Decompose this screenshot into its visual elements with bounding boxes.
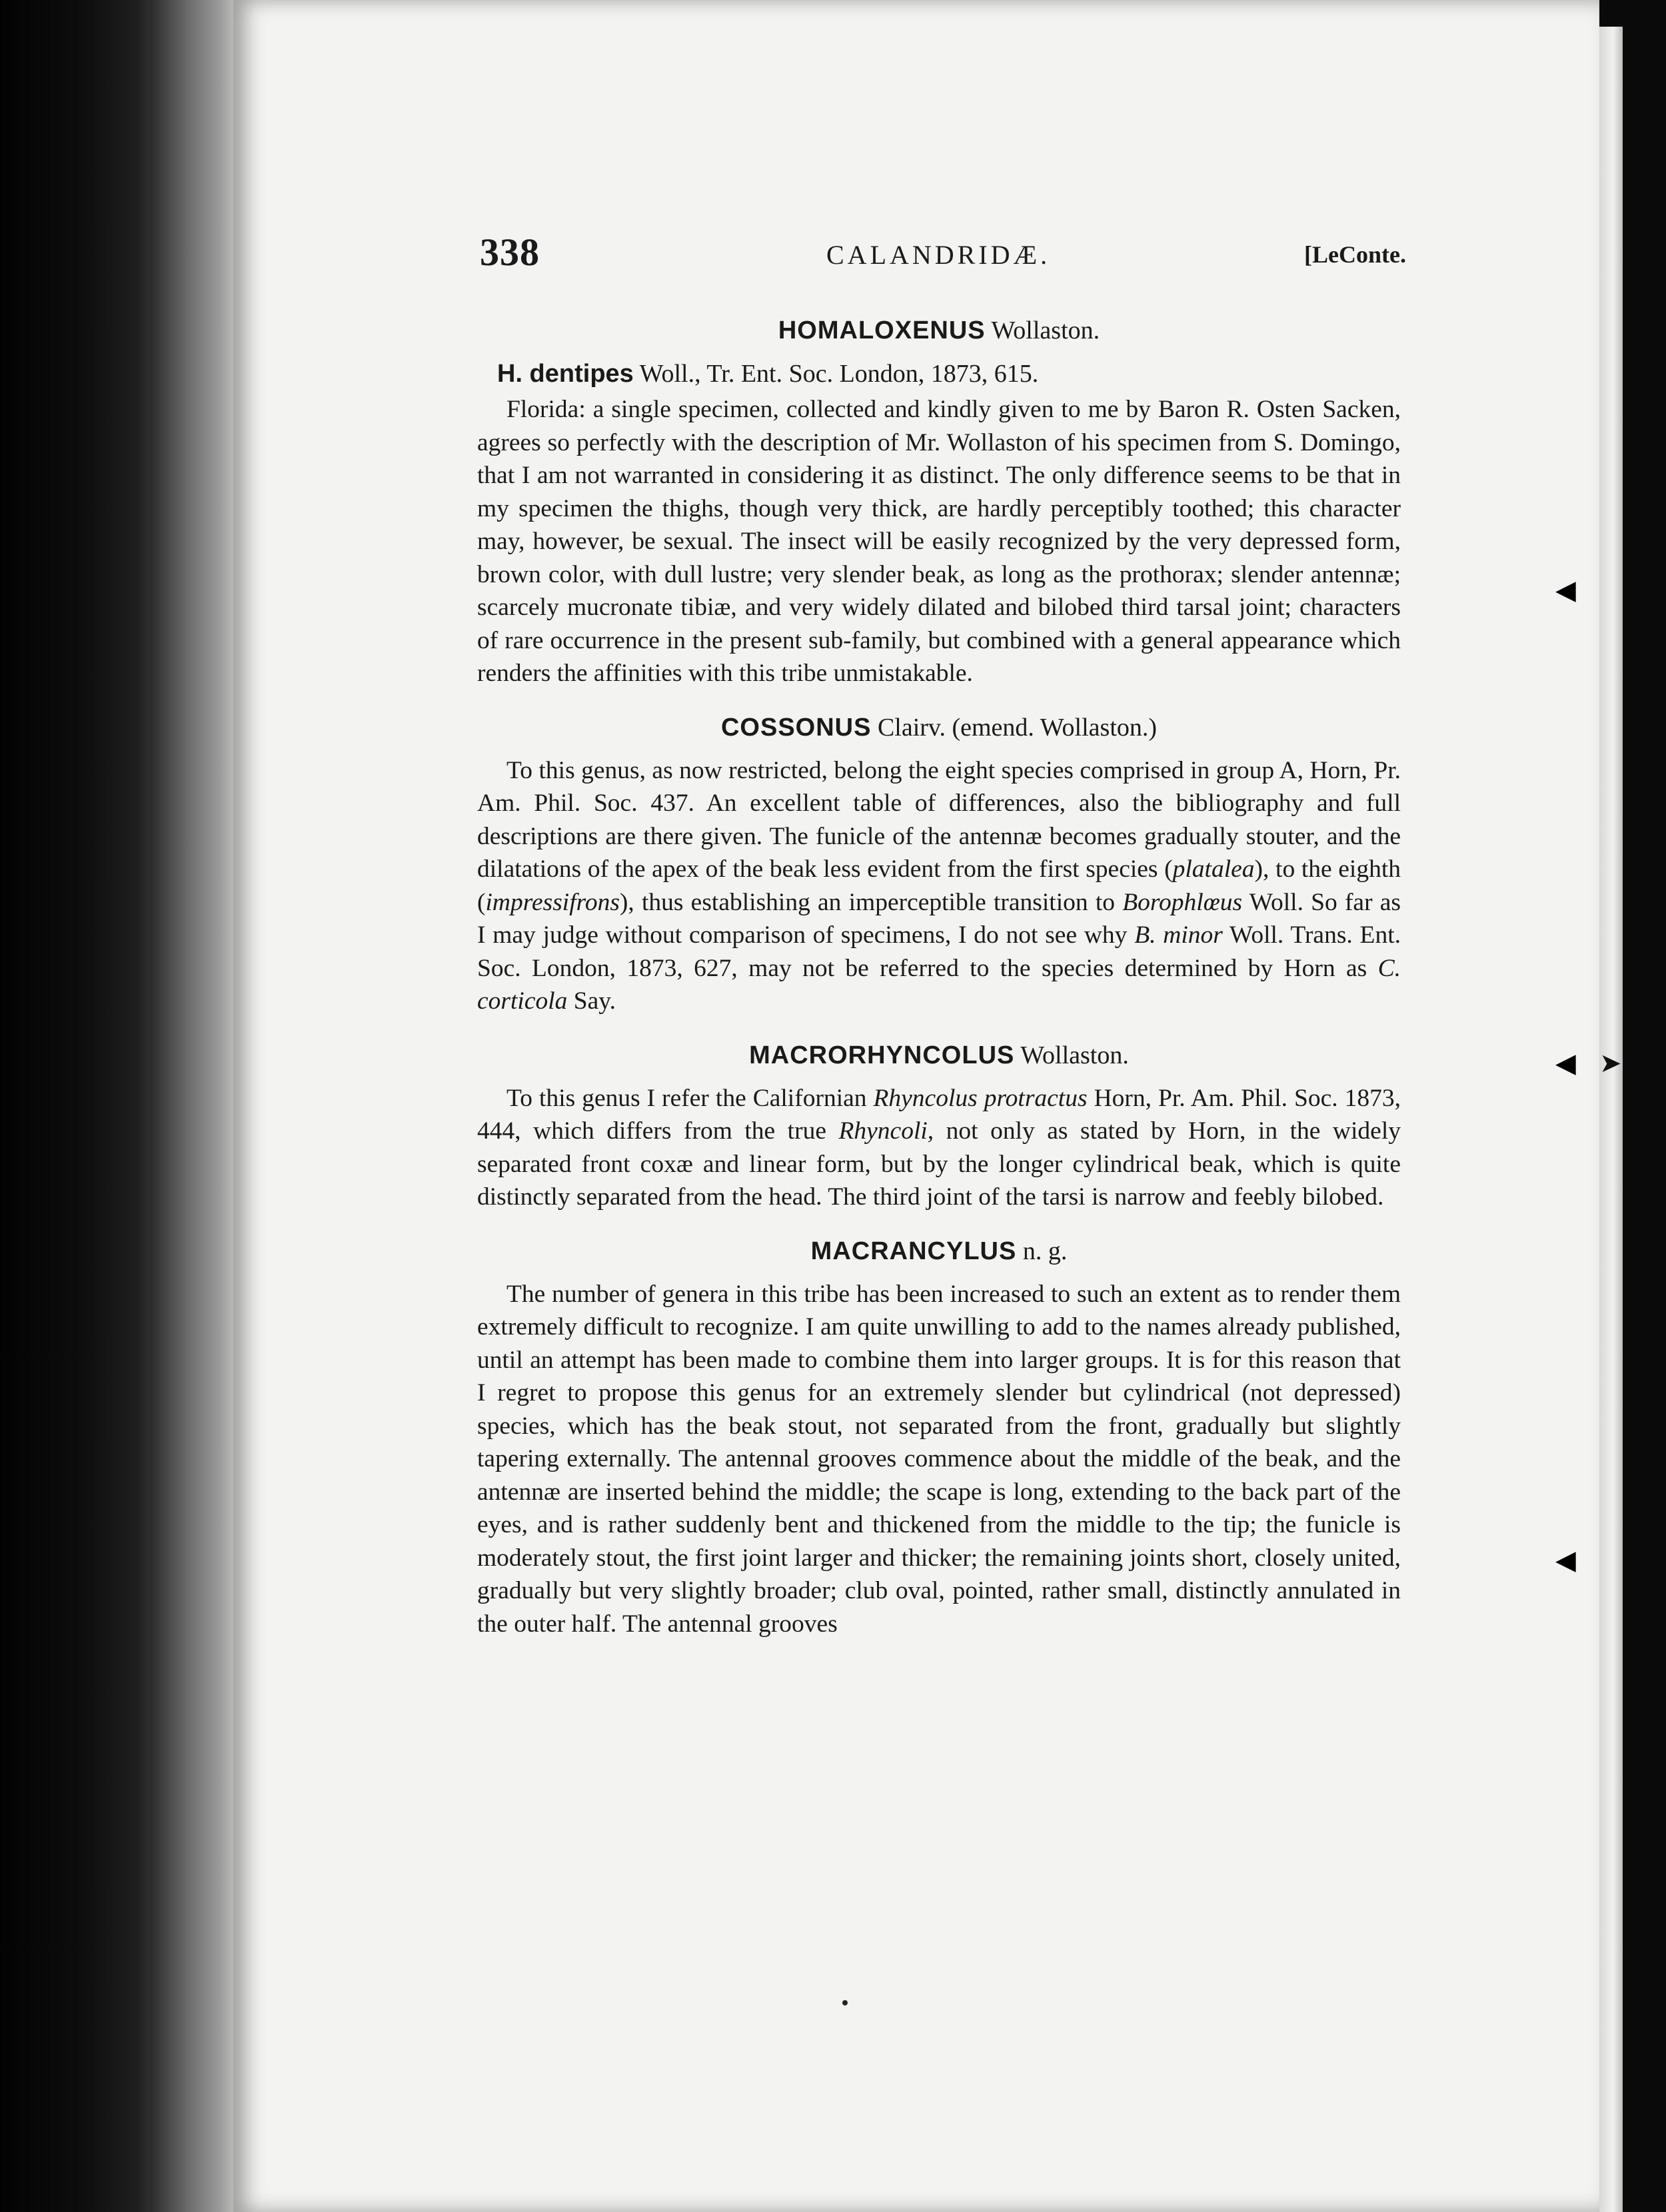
book-spine-shadow: [0, 0, 160, 2212]
text-run: To this genus I refer the Californian: [506, 1084, 874, 1112]
paragraph-macrancylus: The number of genera in this tribe has been increased to such an extent as to render them extremely difficult to recognize. I am quite unwilling to add to the names already published, until an attempt has been made to combine them into larger groups. It is for this reason that I regret to propose this genus for an extremely slender but cylindrical (not depressed) species, which has the beak stout, not separated from the front, gradually but slightly tapering externally. The antennal grooves commence about the middle of the beak, and the antennæ are inserted behind the middle; the scape is long, extending to the back part of the eyes, and is rather suddenly bent and thickened from the middle to the tip; the funicle is moderately stout, the first joint larger and thicker; the remaining joints short, closely united, gradually but very slightly broader; club oval, pointed, rather small, distinctly annulated in the outer half. The antennal grooves: [477, 1280, 1401, 1638]
text-run: Horn, Pr. Am. Phil. Soc. 1873, 444, which differs from the true: [477, 1084, 1401, 1145]
page-stack-edge: [150, 0, 243, 2212]
text-run: Say.: [567, 987, 616, 1015]
facing-page-edge: [1599, 27, 1623, 2212]
species-reference: Woll., Tr. Ent. Soc. London, 1873, 615.: [639, 360, 1039, 388]
text-run: ), to the eighth (: [477, 855, 1401, 916]
clip-mark-icon: ◀: [1555, 1545, 1576, 1575]
genus-heading-macrancylus: [477, 1234, 1401, 1269]
paragraph-macrorhyncolus: [477, 1082, 1401, 1214]
italic-taxon: B. minor: [1134, 921, 1223, 949]
text-run: To this genus, as now restricted, belong the eight species comprised in group A, Horn, Pr. Am. Phil. Soc. 437. An excellent table of differences, also the bibliography and full descriptions are there given. The funicle of the antennæ becomes gradually stouter, and the dilatations of the apex of the beak less evident from the first species (: [477, 756, 1401, 883]
species-entry: [497, 357, 1401, 390]
genus-authority: Wollaston.: [991, 316, 1100, 344]
text-run: Woll. Trans. Ent. Soc. London, 1873, 627, may not be referred to the species determined by Horn as: [477, 921, 1401, 982]
genus-authority: n. g.: [1022, 1237, 1068, 1265]
genus-name: HOMALOXENUS: [778, 316, 986, 344]
italic-taxon: Borophlœus: [1122, 888, 1243, 916]
running-title: CALANDRIDÆ.: [826, 240, 1051, 270]
genus-name: MACRORHYNCOLUS: [749, 1041, 1015, 1069]
species-name: H. dentipes: [497, 360, 634, 388]
genus-heading-cossonus: [477, 710, 1401, 745]
page-body: [477, 313, 1401, 1660]
italic-taxon: impressifrons: [485, 888, 620, 916]
text-run: Woll. So far as I may judge without comparison of specimens, I do not see why: [477, 888, 1401, 949]
italic-taxon: platalea: [1172, 855, 1255, 883]
italic-taxon: Rhyncolus protractus: [873, 1084, 1088, 1112]
genus-authority: Wollaston.: [1020, 1041, 1129, 1069]
text-run: not only as stated by Horn, in the widely separated front coxæ and linear form, but by the longer cylindrical beak, which is quite distinctly separated from the head. The third joint of the tarsi is narrow and feebly bilobed.: [477, 1117, 1401, 1211]
genus-name: MACRANCYLUS: [810, 1237, 1017, 1265]
italic-taxon: C. corticola: [477, 954, 1401, 1015]
page-header: [480, 230, 1406, 283]
genus-name: COSSONUS: [720, 713, 872, 742]
clip-mark-icon: ◀: [1555, 575, 1576, 605]
clip-mark-icon: ➤: [1599, 1048, 1622, 1078]
paragraph-homaloxenus: Florida: a single specimen, collected and kindly given to me by Baron R. Osten Sacken, agrees so perfectly with the description of Mr. Wollaston of his specimen from S. Domingo, that I am not warranted in considering it as distinct. The only difference seems to be that in my specimen the thighs, though very thick, are hardly perceptibly toothed; this character may, however, be sexual. The insect will be easily recognized by the very depressed form, brown color, with dull lustre; very slender beak, as long as the prothorax; slender antennæ; scarcely mucronate tibiæ, and very widely dilated and bilobed third tarsal joint; characters of rare occurrence in the present sub-family, but combined with a general appearance which renders the affinities with this tribe unmistakable.: [477, 396, 1401, 687]
genus-heading-homaloxenus: [477, 313, 1401, 348]
genus-heading-macrorhyncolus: [477, 1038, 1401, 1073]
page-number: 338: [480, 231, 540, 274]
genus-authority: Clairv. (emend. Wollaston.): [877, 713, 1158, 742]
paragraph-cossonus: [477, 754, 1401, 1018]
text-run: ), thus establishing an imperceptible transition to: [619, 888, 1123, 916]
speck-dot: [842, 2000, 848, 2005]
author-tag: [LeConte.: [1304, 241, 1406, 268]
clip-mark-icon: ◀: [1555, 1048, 1576, 1078]
italic-taxon: Rhyncoli,: [838, 1117, 934, 1145]
